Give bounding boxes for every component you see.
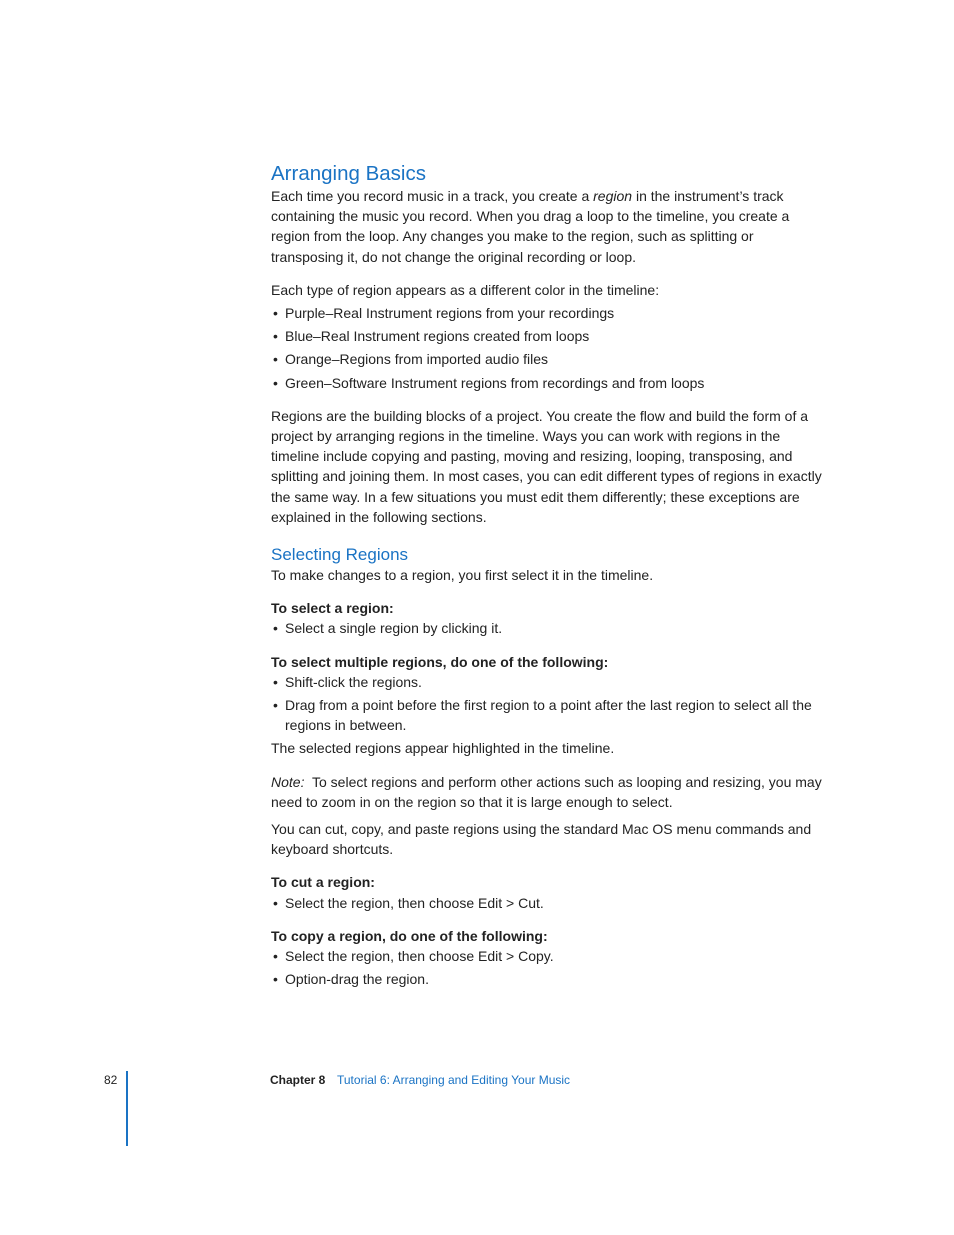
list-item: • Green–Software Instrument regions from recordings and from loops (271, 373, 827, 393)
section-heading-selecting-regions: Selecting Regions (271, 545, 409, 565)
note-text: To select regions and perform other actions such as looping and resizing, you may need to zoom in on the region so that it is large enough to select. (271, 773, 822, 810)
intro-term-region: region (593, 188, 633, 204)
note-paragraph (271, 772, 827, 812)
list-item: • Select the region, then choose Edit > Cut. (271, 893, 827, 913)
colors-intro: Each type of region appears as a different color in the timeline: (271, 281, 660, 298)
list-item: • Purple–Real Instrument regions from your recordings (271, 303, 827, 323)
footer-chapter: Chapter 8 (270, 1073, 326, 1087)
region-colors-list (271, 303, 827, 393)
procedure-label-copy: To copy a region, do one of the following: (271, 927, 548, 944)
intro-text-start: Each time you record music in a track, you create a (271, 188, 594, 204)
list-item: • Select the region, then choose Edit > Copy. (271, 946, 827, 966)
intro-text-end: in the instrument’s track containing the music you record. When you drag a loop to the timeline, you create a region from the loop. Any changes you make to the region, such as splitting or transposing it, do not change the original recording or loop. (271, 188, 790, 265)
note-label: Note: (271, 773, 305, 790)
procedure-label-cut: To cut a region: (271, 874, 375, 891)
intro-paragraph (271, 186, 827, 267)
building-blocks-paragraph: Regions are the building blocks of a project. You create the flow and build the form of a project by arranging regions in the timeline. Ways you can work with regions in the timeline include copying and pasting, moving and resizing, looping, transposing, and splitting and joining them. In most cases, you can edit different types of regions in exactly the same way. In a few situations you must edit them differently; these exceptions are explained in the following sections. (271, 407, 822, 525)
section-heading-arranging-basics: Arranging Basics (271, 162, 426, 185)
list-item: • Drag from a point before the first region to a point after the last region to select all the regions in between. (271, 695, 827, 735)
select-multiple-steps (271, 672, 827, 736)
page-content (271, 162, 827, 990)
procedure-label-select-region: To select a region: (271, 600, 394, 617)
cut-copy-paragraph: You can cut, copy, and paste regions using the standard Mac OS menu commands and keyboard shortcuts. (271, 821, 812, 858)
list-item: • Select a single region by clicking it. (271, 618, 827, 638)
cut-steps (271, 893, 827, 913)
procedure-label-select-multiple: To select multiple regions, do one of the following: (271, 653, 609, 670)
list-item: • Shift-click the regions. (271, 672, 827, 692)
copy-steps (271, 946, 827, 989)
selecting-intro: To make changes to a region, you first select it in the timeline. (271, 567, 654, 584)
footer-divider (126, 1071, 128, 1146)
list-item: • Option-drag the region. (271, 969, 827, 989)
highlighted-paragraph: The selected regions appear highlighted in the timeline. (271, 740, 615, 757)
select-region-steps (271, 618, 827, 638)
footer-chapter-title: Tutorial 6: Arranging and Editing Your Music (337, 1073, 571, 1087)
list-item: • Orange–Regions from imported audio files (271, 349, 827, 369)
page-number: 82 (104, 1073, 118, 1087)
list-item: • Blue–Real Instrument regions created from loops (271, 326, 827, 346)
